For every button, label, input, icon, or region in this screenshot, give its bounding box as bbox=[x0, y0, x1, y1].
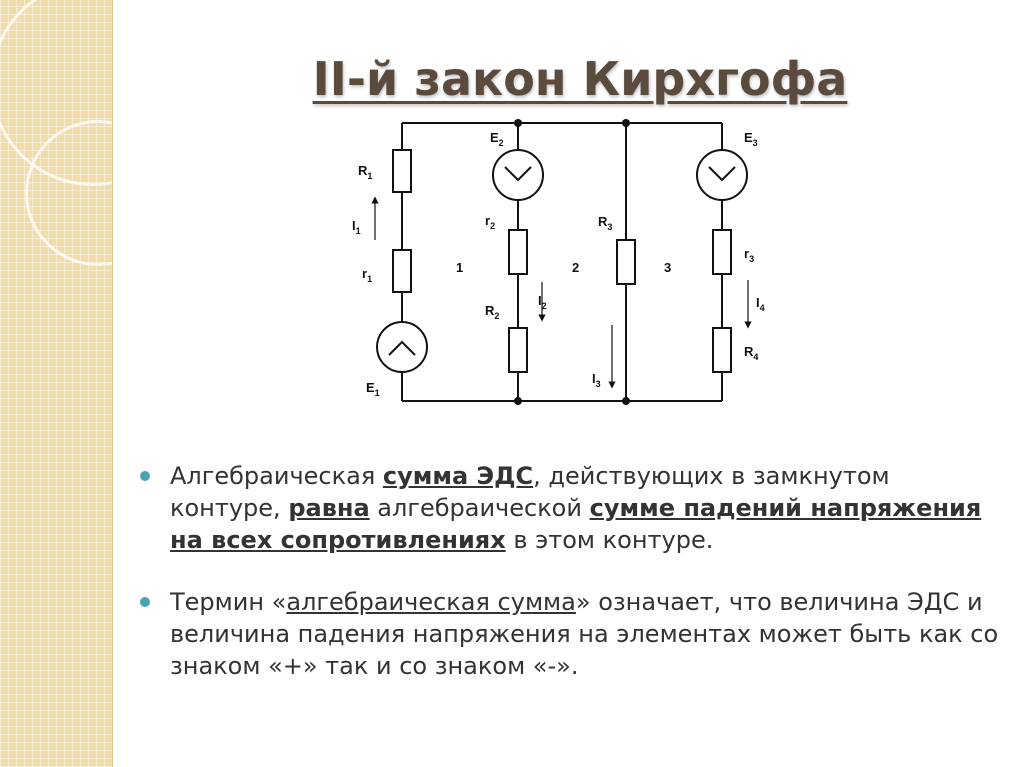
label-r2: $r_2$ bbox=[485, 213, 496, 231]
bullet-text-run: в этом контуре. bbox=[505, 526, 714, 554]
label-I4: $I_4$ bbox=[756, 295, 765, 313]
node bbox=[514, 119, 522, 127]
label-r3: $r_3$ bbox=[744, 246, 755, 264]
emf-source-E1 bbox=[377, 322, 427, 372]
emf-source-E3 bbox=[697, 150, 747, 200]
label-R3: $R_3$ bbox=[598, 214, 613, 232]
bullet-text-run: алгебраическая сумма bbox=[286, 588, 576, 616]
bullet-text-run: сумма ЭДС bbox=[382, 462, 534, 490]
bullet-list bbox=[140, 460, 1000, 712]
bullet-text-run: равна bbox=[288, 494, 370, 522]
label-R2: $R_2$ bbox=[485, 303, 500, 321]
label-R1: $R_1$ bbox=[358, 163, 373, 181]
bullet-item bbox=[140, 460, 1000, 556]
bullet-text-run: » означает, что величина ЭДС и величина падения напряжения на элементах может быть как со знаком «+» так и со знаком «-». bbox=[170, 588, 999, 680]
decorative-sidebar bbox=[0, 0, 113, 767]
loop-label-1: 1 bbox=[456, 260, 464, 275]
node bbox=[514, 397, 522, 405]
label-E2: $E_2$ bbox=[490, 130, 504, 148]
loop-label-2: 2 bbox=[572, 260, 580, 275]
bullet-dot-icon bbox=[140, 471, 150, 481]
label-r1: $r_1$ bbox=[362, 266, 373, 284]
bullet-text-run: алгебраической bbox=[369, 494, 590, 522]
emf-source-E2 bbox=[493, 150, 543, 200]
resistor-R4 bbox=[713, 328, 731, 372]
label-I2: $I_2$ bbox=[538, 293, 547, 311]
bullet-text-run: Алгебраическая bbox=[170, 462, 383, 490]
resistor-R1 bbox=[393, 150, 411, 192]
node bbox=[622, 119, 630, 127]
bullet-text-run: Термин « bbox=[170, 588, 287, 616]
node bbox=[622, 397, 630, 405]
label-E3: $E_3$ bbox=[744, 130, 758, 148]
label-I3: $I_3$ bbox=[592, 371, 601, 389]
resistor-r2 bbox=[509, 230, 527, 274]
circuit-diagram bbox=[330, 110, 770, 410]
bullet-dot-icon bbox=[140, 597, 150, 607]
slide-title: II-й закон Кирхгофа bbox=[312, 52, 848, 106]
bullet-text bbox=[170, 462, 981, 554]
label-E1: $E_1$ bbox=[366, 380, 380, 398]
loop-label-3: 3 bbox=[664, 260, 672, 275]
resistor-r3 bbox=[713, 230, 731, 274]
bullet-text-run: сумме падений напряжения на всех сопротивлениях bbox=[170, 494, 982, 554]
resistor-r1 bbox=[393, 250, 411, 292]
bullet-text bbox=[170, 588, 998, 680]
bullet-item bbox=[140, 586, 1000, 682]
resistor-R3 bbox=[617, 240, 635, 284]
resistor-R2 bbox=[509, 328, 527, 372]
bullet-text-run: , действующих в замкнутом контуре, bbox=[170, 462, 890, 522]
label-I1: $I_1$ bbox=[352, 218, 361, 236]
label-R4: $R_4$ bbox=[744, 344, 759, 362]
